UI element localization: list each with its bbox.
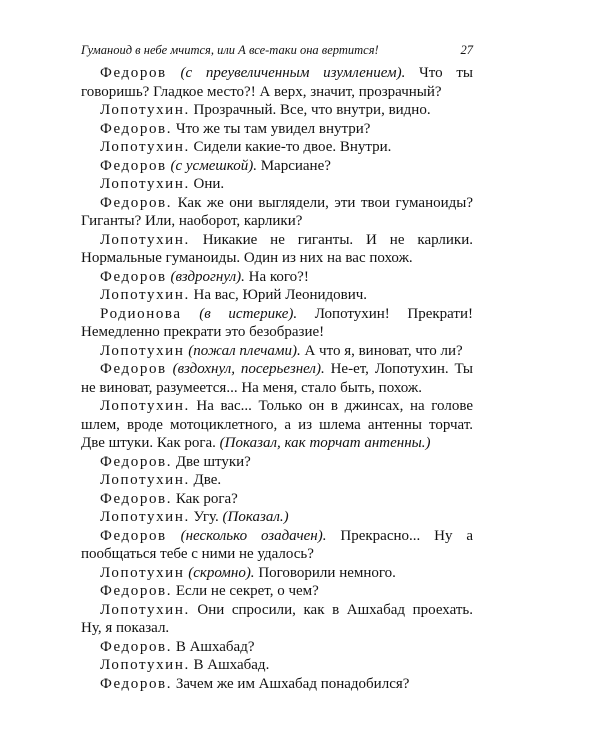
speaker-name: Лопотухин. — [100, 398, 190, 414]
stage-direction: (вздохнул, посерьезнел). — [172, 361, 325, 377]
speaker-name: Лопотухин. — [100, 176, 190, 192]
speech-text: Что же ты там увидел внутри? — [172, 120, 371, 137]
dialogue-line — [81, 231, 473, 268]
speaker-name: Лопотухин. — [100, 231, 190, 248]
speech-text: Они. — [189, 176, 225, 192]
dialogue-text — [81, 64, 473, 693]
stage-direction: (несколько озадачен). — [180, 527, 327, 544]
speech-text: Поговорили немного. — [254, 564, 396, 581]
dialogue-line — [81, 601, 473, 638]
stage-direction: (вздрогнул). — [170, 268, 245, 285]
speech-text: Что ты говоришь? Гладкое место?! А верх, значит, прозрачный? — [81, 65, 473, 100]
dialogue-line — [81, 175, 473, 194]
dialogue-line — [81, 564, 473, 583]
speech-text: Если не секрет, о чем? — [172, 583, 319, 599]
speech-text: В Ашхабад? — [172, 638, 255, 655]
speech-text: На вас, Юрий Леонидович. — [189, 287, 368, 303]
speech-text: На кого?! — [244, 268, 309, 285]
speech-text: Марсиане? — [256, 157, 331, 174]
speech-text: Лопотухин! Прекрати! Немедленно прекрати это безобразие! — [81, 305, 474, 340]
speech-text: Угу. — [189, 509, 219, 525]
speech-text: Прозрачный. Все, что внутри, видно. — [189, 102, 431, 118]
speech-text: Не-ет, Лопотухин. Ты не виноват, разумеется... На меня, стало быть, похож. — [81, 361, 473, 396]
dialogue-line — [81, 582, 473, 601]
speech-text: Никакие не гиганты. И не карлики. Нормальные гуманоиды. Один из них на вас похож. — [81, 231, 473, 266]
dialogue-line — [81, 490, 473, 509]
dialogue-line — [81, 656, 473, 675]
stage-direction: (с преувеличенным изумлением). — [180, 65, 406, 81]
dialogue-line — [81, 120, 473, 139]
speaker-name: Федоров. — [100, 638, 173, 655]
speaker-name: Лопотухин. — [100, 287, 190, 303]
speaker-name: Лопотухин — [100, 342, 185, 359]
speech-text: Две штуки? — [172, 453, 251, 470]
speaker-name: Федоров — [100, 65, 167, 81]
speaker-name: Федоров. — [100, 194, 173, 211]
dialogue-line — [81, 101, 473, 120]
dialogue-line — [81, 453, 473, 472]
speaker-name: Лопотухин — [100, 564, 185, 581]
speaker-name: Лопотухин. — [100, 472, 190, 488]
speaker-name: Лопотухин. — [100, 657, 190, 673]
speaker-name: Лопотухин. — [100, 139, 190, 155]
dialogue-line — [81, 268, 473, 287]
speaker-name: Федоров. — [100, 120, 173, 137]
speech-text: Как же они выглядели, эти твои гуманоиды? Гиганты? Или, наоборот, карлики? — [81, 194, 473, 229]
speaker-name: Лопотухин. — [100, 601, 190, 618]
stage-direction: (скромно). — [188, 564, 255, 581]
dialogue-line — [81, 157, 473, 176]
speech-text: На вас... Только он в джинсах, на голове шлем, вроде мотоциклетного, а из шлема антенны торчат. Две штуки. Как рога. — [81, 398, 473, 451]
dialogue-line — [81, 194, 473, 231]
dialogue-line — [81, 508, 473, 527]
speaker-name: Лопотухин. — [100, 509, 190, 525]
speaker-name: Федоров. — [100, 490, 173, 507]
page-number: 27 — [460, 43, 473, 57]
dialogue-line — [81, 527, 473, 564]
dialogue-line — [81, 64, 473, 101]
dialogue-line — [81, 360, 473, 397]
speech-text: Зачем же им Ашхабад понадобился? — [172, 675, 410, 692]
dialogue-line — [81, 471, 473, 490]
speaker-name: Лопотухин. — [100, 102, 190, 118]
speaker-name: Федоров. — [100, 453, 173, 470]
stage-direction: (пожал плечами). — [188, 342, 301, 359]
dialogue-line — [81, 675, 473, 694]
speaker-name: Федоров — [100, 361, 167, 377]
speaker-name: Федоров — [100, 268, 167, 285]
speech-text: А что я, виноват, что ли? — [300, 342, 463, 359]
stage-direction: (Показал.) — [218, 509, 289, 525]
stage-direction: (Показал, как торчат антенны.) — [215, 435, 431, 451]
stage-direction: (в истерике). — [199, 305, 298, 322]
speaker-name: Федоров. — [100, 583, 173, 599]
dialogue-line — [81, 342, 473, 361]
running-title: Гуманоид в небе мчится, или А все-таки она вертится! — [81, 43, 379, 57]
speech-text: Сидели какие-то двое. Внутри. — [189, 139, 392, 155]
speech-text: Они спросили, как в Ашхабад проехать. Ну, я показал. — [81, 601, 473, 636]
speech-text: Две. — [189, 472, 222, 488]
dialogue-line — [81, 638, 473, 657]
speech-text: Прекрасно... Ну а пообщаться тебе с ними не удалось? — [81, 527, 474, 562]
dialogue-line — [81, 305, 473, 342]
speaker-name: Федоров. — [100, 675, 173, 692]
speaker-name: Федоров — [100, 157, 167, 174]
dialogue-line — [81, 138, 473, 157]
speaker-name: Родионова — [100, 305, 182, 322]
dialogue-line — [81, 286, 473, 305]
speaker-name: Федоров — [100, 527, 167, 544]
speech-text: Как рога? — [172, 490, 238, 507]
speech-text: В Ашхабад. — [189, 657, 270, 673]
stage-direction: (с усмешкой). — [170, 157, 257, 174]
dialogue-line — [81, 397, 473, 453]
